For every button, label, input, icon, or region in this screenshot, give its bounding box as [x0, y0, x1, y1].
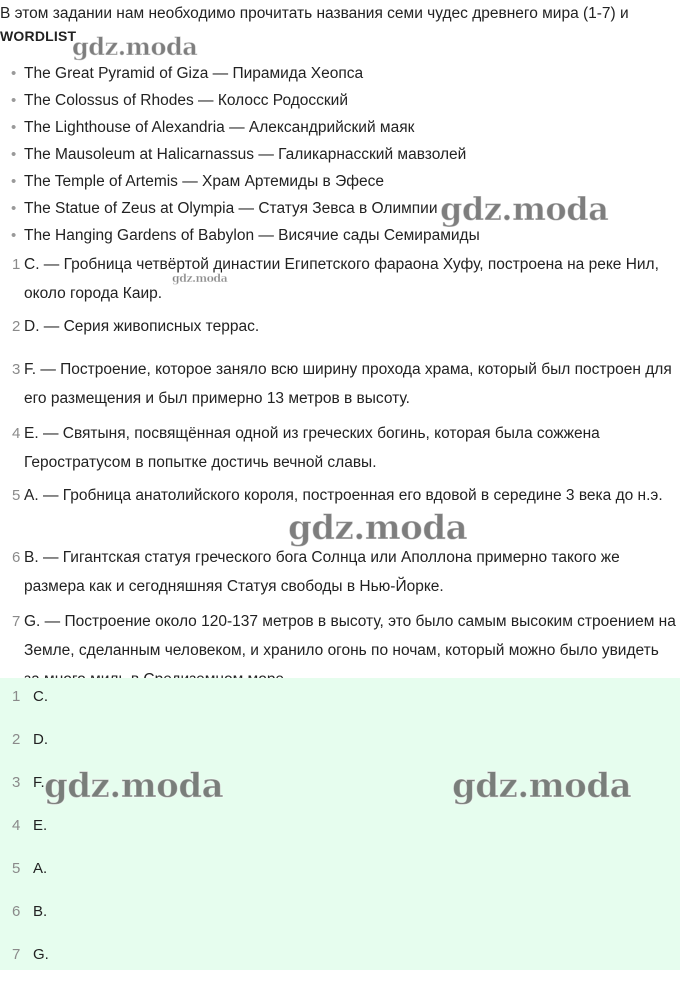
- question-text: E. — Святыня, посвящённая одной из греческих богинь, которая была сожжена Геростратусом в попытке достичь вечной славы.: [24, 425, 600, 471]
- question-text: D. — Серия живописных террас.: [24, 318, 260, 335]
- question-number: 5: [12, 487, 21, 504]
- question-item: [0, 481, 680, 510]
- question-text: A. — Гробница анатолийского короля, построенная его вдовой в середине 3 века до н.э.: [24, 487, 663, 504]
- answer-number: 4: [12, 817, 21, 834]
- answer-value: A.: [33, 860, 48, 877]
- wordlist: [0, 62, 680, 251]
- question-item: [0, 419, 680, 477]
- question-item: [0, 355, 680, 413]
- watermark: gdz.moda: [440, 190, 609, 228]
- bullet-icon: •: [11, 146, 17, 163]
- question-number: 1: [12, 256, 21, 273]
- watermark: gdz.moda: [72, 32, 198, 61]
- bullet-icon: •: [11, 92, 17, 109]
- question-number: 6: [12, 549, 21, 566]
- answer-value: B.: [33, 903, 48, 920]
- answer-number: 2: [12, 731, 21, 748]
- question-item: [0, 543, 680, 601]
- answer-item: [0, 855, 680, 883]
- answer-value: D.: [33, 731, 48, 748]
- answer-number: 7: [12, 946, 21, 963]
- wordlist-item: • The Temple of Artemis — Храм Артемиды в Эфесе: [0, 170, 680, 197]
- question-number: 7: [12, 613, 21, 630]
- question-text: F. — Построение, которое заняло всю ширину прохода храма, который был построен для его размещения и был примерно 13 метров в высоту.: [24, 361, 672, 407]
- answer-number: 5: [12, 860, 21, 877]
- answer-item: [0, 941, 680, 969]
- wordlist-item: • The Hanging Gardens of Babylon — Висячие сады Семирамиды: [0, 224, 680, 251]
- bullet-icon: •: [11, 200, 17, 217]
- answer-item: [0, 812, 680, 840]
- answer-value: E.: [33, 817, 48, 834]
- question-number: 4: [12, 425, 21, 442]
- question-text: C. — Гробница четвёртой династии Египетского фараона Хуфу, построена на реке Нил, около города Каир.: [24, 256, 659, 302]
- answer-value: G.: [33, 946, 49, 963]
- wordlist-item: • The Mausoleum at Halicarnassus — Галикарнасский мавзолей: [0, 143, 680, 170]
- answer-item: [0, 726, 680, 754]
- wordlist-item: • The Lighthouse of Alexandria — Александрийский маяк: [0, 116, 680, 143]
- question-text: B. — Гигантская статуя греческого бога Солнца или Аполлона примерно такого же размера как и сегодняшняя Статуя свободы в Нью-Йорке.: [24, 549, 620, 595]
- bullet-icon: •: [11, 119, 17, 136]
- wordlist-item: • The Statue of Zeus at Olympia — Статуя Зевса в Олимпии: [0, 197, 680, 224]
- answer-item: [0, 898, 680, 926]
- answer-number: 1: [12, 688, 21, 705]
- watermark: gdz.moda: [172, 272, 228, 285]
- question-item: [0, 312, 680, 341]
- intro-text: В этом задании нам необходимо прочитать названия семи чудес древнего мира (1-7) и: [0, 5, 629, 22]
- answer-item: [0, 769, 680, 797]
- question-text: G. — Построение около 120-137 метров в высоту, это было самым высоким строением на Земле, сделанным человеком, и хранило огонь по ночам, который можно было увидеть: [24, 613, 676, 659]
- watermark: gdz.moda: [288, 508, 468, 548]
- answer-number: 3: [12, 774, 21, 791]
- wordlist-item: • The Colossus of Rhodes — Колосс Родосский: [0, 89, 680, 116]
- answers-panel: [0, 678, 680, 970]
- wordlist-item: • The Great Pyramid of Giza — Пирамида Хеопса: [0, 62, 680, 89]
- watermark: gdz.moda: [452, 766, 632, 806]
- bullet-icon: •: [11, 173, 17, 190]
- answer-item: [0, 683, 680, 711]
- question-number: 2: [12, 318, 21, 335]
- answer-number: 6: [12, 903, 21, 920]
- answer-value: C.: [33, 688, 48, 705]
- question-number: 3: [12, 361, 21, 378]
- bullet-icon: •: [11, 65, 17, 82]
- bullet-icon: •: [11, 227, 17, 244]
- wordlist-title: WORDLIST: [0, 28, 77, 44]
- watermark: gdz.moda: [44, 766, 224, 806]
- answer-value: F.: [33, 774, 45, 791]
- question-item: [0, 250, 680, 308]
